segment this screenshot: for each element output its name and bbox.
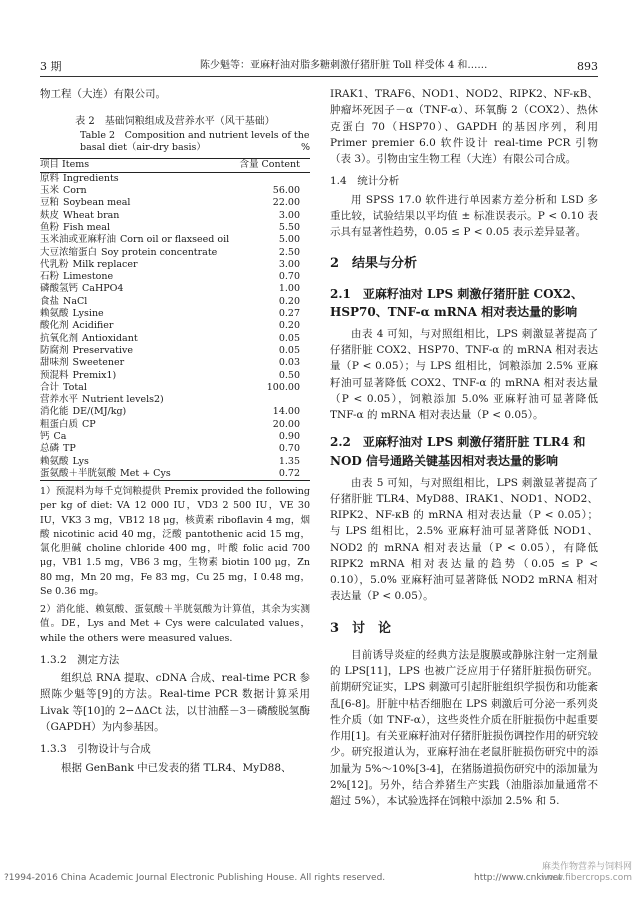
item-cn: 总磷 bbox=[40, 443, 60, 455]
table-cell-value: 0.50 bbox=[278, 369, 300, 381]
table-cell-item bbox=[40, 406, 230, 418]
table-cell-value: 0.70 bbox=[278, 271, 300, 283]
table-cell-value: 3.00 bbox=[278, 258, 300, 270]
table-cell-value: 0.20 bbox=[278, 295, 300, 307]
item-en: DE/(MJ/kg) bbox=[72, 406, 127, 418]
table-row bbox=[40, 320, 310, 332]
table-row bbox=[40, 247, 310, 259]
table-cell-item bbox=[40, 296, 230, 308]
table-row bbox=[40, 271, 310, 283]
item-en: Wheat bran bbox=[63, 209, 120, 221]
table-cell-item bbox=[40, 197, 230, 209]
table-row bbox=[40, 431, 310, 443]
right-column bbox=[330, 86, 598, 809]
item-en: NaCl bbox=[63, 295, 88, 307]
running-title: 陈少魁等：亚麻籽油对脂多糖刺激仔猪肝脏 Toll 样受体 4 和…… bbox=[200, 60, 488, 71]
item-cn: 鱼粉 bbox=[40, 221, 60, 233]
item-cn: 豆粕 bbox=[40, 197, 60, 209]
item-en: Fish meal bbox=[63, 221, 110, 233]
table-head-item: 项目 Items bbox=[40, 159, 90, 171]
item-cn: 赖氨酸 bbox=[40, 308, 69, 320]
table-caption-en-1: Table 2 Composition and nutrient levels of the bbox=[80, 129, 310, 141]
item-cn: 甜味剂 bbox=[40, 357, 69, 369]
table-cell-item bbox=[40, 357, 230, 369]
table-footnote-2: 2）消化能、赖氨酸、蛋氨酸＋半胱氨酸为计算值，其余为实测值。DE，Lys and Met + Cys were calculated values，while the others were measured values. bbox=[40, 604, 310, 644]
item-en: Soy protein concentrate bbox=[101, 246, 218, 258]
para-1-3-2: 组织总 RNA 提取、cDNA 合成、real-time PCR 参照陈少魁等[9]的方法。Real-time PCR 数据计算采用 Livak 等[10]的 2−ΔΔCt 法，以甘油醛－3－磷酸脱氢酶（GAPDH）为内参基因。 bbox=[40, 672, 310, 733]
table-head-content: 含量 Content bbox=[239, 159, 300, 171]
section-3-title: 3 讨 论 bbox=[330, 620, 392, 636]
table-cell-value: 22.00 bbox=[272, 197, 300, 209]
table-row bbox=[40, 357, 310, 369]
item-en: Total bbox=[63, 381, 87, 393]
table-row bbox=[40, 222, 310, 234]
item-en: Ca bbox=[53, 430, 67, 442]
item-cn: 营养水平 bbox=[40, 394, 79, 406]
item-cn: 合计 bbox=[40, 381, 60, 393]
table-row bbox=[40, 419, 310, 431]
table-header-row bbox=[40, 159, 310, 172]
watermark bbox=[541, 862, 632, 884]
table-cell-item bbox=[40, 468, 230, 481]
item-cn: 钙 bbox=[40, 430, 50, 442]
table-unit: % bbox=[300, 142, 310, 154]
table-row bbox=[40, 456, 310, 468]
table-cell-item bbox=[40, 370, 230, 382]
table-cell-item bbox=[40, 185, 230, 197]
item-en: Sweetener bbox=[72, 357, 125, 369]
table-cell-value: 0.05 bbox=[278, 332, 300, 344]
table-cell-value: 0.72 bbox=[278, 467, 300, 479]
table-cell-value: 3.00 bbox=[278, 209, 300, 221]
item-en: Met + Cys bbox=[120, 467, 171, 479]
page-footer bbox=[4, 862, 632, 888]
item-en: Antioxidant bbox=[82, 332, 138, 344]
item-cn: 磷酸氢钙 bbox=[40, 283, 79, 295]
table-cell-item bbox=[40, 382, 230, 394]
issue-number: 3 期 bbox=[40, 60, 62, 73]
table-caption: 表 2 基础饲粮组成及营养水平（风干基础） bbox=[75, 116, 275, 128]
table-cell-item bbox=[40, 259, 230, 271]
item-cn: 玉米油或亚麻籽油 bbox=[40, 234, 117, 246]
table-cell-item bbox=[40, 320, 230, 332]
table-cell-value: 0.03 bbox=[278, 357, 300, 369]
item-cn: 防腐剂 bbox=[40, 344, 69, 356]
table-cell-value: 0.20 bbox=[278, 320, 300, 332]
item-cn: 粗蛋白质 bbox=[40, 418, 79, 430]
copyright-text: ?1994-2016 China Academic Journal Electronic Publishing House. All rights reserved. bbox=[4, 873, 386, 883]
para-primer-cont: IRAK1、TRAF6、NOD1、NOD2、RIPK2、NF-κB、肿瘤坏死因子－α（TNF-α）、环氧酶 2（COX2）、热休克蛋白 70（HSP70）、GAPDH 的基因序列，利用 Primer premier 6.0 软件设计 real-time PCR 引物（表 3）。引物由宝生物工程（大连）有限公司合成。 bbox=[330, 88, 598, 166]
item-cn: 食盐 bbox=[40, 295, 60, 307]
item-en: Milk replacer bbox=[72, 258, 138, 270]
table-row bbox=[40, 172, 310, 185]
section-2-title: 2 结果与分析 bbox=[330, 256, 418, 272]
table-row bbox=[40, 394, 310, 406]
table-row bbox=[40, 234, 310, 246]
table-cell-value: 20.00 bbox=[272, 418, 300, 430]
item-cn: 代乳粉 bbox=[40, 258, 69, 270]
item-cn: 原料 bbox=[40, 172, 60, 184]
table-cell-item bbox=[40, 222, 230, 234]
table-cell-item bbox=[40, 308, 230, 320]
table-row bbox=[40, 210, 310, 222]
item-cn: 麸皮 bbox=[40, 209, 60, 221]
table-cell-item bbox=[40, 234, 230, 246]
table-row bbox=[40, 283, 310, 295]
table-cell-value: 1.35 bbox=[278, 455, 300, 467]
table-cell-value bbox=[230, 394, 310, 406]
table-cell-item bbox=[40, 172, 230, 185]
item-cn: 预混料 bbox=[40, 369, 69, 381]
table-row bbox=[40, 308, 310, 320]
table-row bbox=[40, 296, 310, 308]
table-cell-value: 1.00 bbox=[278, 283, 300, 295]
heading-1-3-3: 1.3.3 引物设计与合成 bbox=[40, 743, 151, 756]
table-row bbox=[40, 333, 310, 345]
item-en: Ingredients bbox=[63, 172, 119, 184]
table-cell-value: 5.50 bbox=[278, 221, 300, 233]
table-cell-value: 14.00 bbox=[272, 406, 300, 418]
item-cn: 石粉 bbox=[40, 271, 60, 283]
item-en: CaHPO4 bbox=[82, 283, 124, 295]
heading-2-2: 2.2 亚麻籽油对 LPS 刺激仔猪肝脏 TLR4 和 NOD 信号通路关键基因相对表达量的影响 bbox=[330, 435, 586, 468]
table-row bbox=[40, 370, 310, 382]
heading-1-3-2: 1.3.2 测定方法 bbox=[40, 653, 120, 666]
para-2-1: 由表 4 可知，与对照组相比，LPS 刺激显著提高了仔猪肝脏 COX2、HSP70、TNF-α 的 mRNA 相对表达量（P < 0.05）；与 LPS 组相比，饲粮添加 2.5% 亚麻籽油可显著降低 COX2、TNF-α 的 mRNA 相对表达量（P < 0.05），饲粮添加 5.0% 亚麻籽油可显著降低 TNF-α 的 mRNA 相对表达量（P < 0.05）。 bbox=[330, 327, 598, 422]
table-cell-value: 5.00 bbox=[278, 234, 300, 246]
table-cell-value: 0.70 bbox=[278, 443, 300, 455]
item-en: Corn oil or flaxseed oil bbox=[120, 234, 230, 246]
para-3: 目前诱导炎症的经典方法是腹膜或静脉注射一定剂量的 LPS[11]，LPS 也被广泛应用于仔猪肝脏损伤研究。前期研究证实，LPS 刺激可引起肝脏组织学损伤和功能紊乱[6-8]。肝脏中枯否细胞在 LPS 刺激后可分泌一系列炎性介质（如 TNF-α），这些炎性介质在肝脏损伤中起重要作用[1]。有关亚麻籽油对仔猪肝脏损伤调控作用的研究较少。研究报道认为，亚麻籽油在老鼠肝脏损伤研究中的添加量为 5%～10%[3-4]，在猪肠道损伤研究中的添加量为 2%[12]。另外，结合养猪生产实践（油脂添加量通常不超过 5%），本试验选择在饲粮中添加 2.5% 和 5. bbox=[330, 648, 598, 808]
item-en: Preservative bbox=[72, 344, 133, 356]
table-cell-item bbox=[40, 456, 230, 468]
item-cn: 玉米 bbox=[40, 185, 60, 197]
table-row bbox=[40, 345, 310, 357]
table-cell-value: 0.05 bbox=[278, 344, 300, 356]
table-row bbox=[40, 197, 310, 209]
table-row bbox=[40, 443, 310, 455]
table-row bbox=[40, 185, 310, 197]
item-en: CP bbox=[82, 418, 96, 430]
watermark-line-1: 麻类作物营养与饲料网 bbox=[541, 862, 632, 872]
table-row bbox=[40, 259, 310, 271]
item-cn: 抗氧化剂 bbox=[40, 332, 79, 344]
item-en: Lysine bbox=[72, 308, 104, 320]
table-row bbox=[40, 382, 310, 394]
heading-1-4: 1.4 统计分析 bbox=[330, 175, 400, 188]
item-cn: 蛋氨酸＋半胱氨酸 bbox=[40, 467, 117, 479]
page-number: 893 bbox=[577, 60, 598, 73]
table-cell-value: 0.90 bbox=[278, 430, 300, 442]
table-cell-item bbox=[40, 419, 230, 431]
item-en: Premix1) bbox=[72, 369, 117, 381]
heading-2-1: 2.1 亚麻籽油对 LPS 刺激仔猪肝脏 COX2、HSP70、TNF-α mRNA 相对表达量的影响 bbox=[330, 286, 583, 320]
item-en: Limestone bbox=[63, 271, 114, 283]
table-cell-item bbox=[40, 345, 230, 357]
table-caption-en-2-text: basal diet（air-dry basis） bbox=[80, 142, 206, 154]
item-cn: 酸化剂 bbox=[40, 320, 69, 332]
table-cell-item bbox=[40, 394, 230, 406]
item-cn: 赖氨酸 bbox=[40, 455, 69, 467]
item-en: Acidifier bbox=[72, 320, 114, 332]
table-cell-value: 0.27 bbox=[278, 308, 300, 320]
table-cell-item bbox=[40, 247, 230, 259]
table-footnote-1: 1）预混料为每千克饲粮提供 Premix provided the following per kg of diet: VA 12 000 IU，VD3 2 500 IU，VE 30 IU，VK3 3 mg，VB12 18 μg，核黄素 riboflavin 4 mg，烟酸 nicotinic acid 40 mg，泛酸 pantothenic acid 15 mg，氯化胆碱 choline chloride 400 mg，叶酸 folic acid 700 μg，VB1 1.5 mg，VB6 3 mg，生物素 biotin 100 μg，Zn 80 mg，Mn 20 mg，Fe 83 mg，Cu 25 mg，I 0.48 mg，Se 0.36 mg。 bbox=[40, 486, 310, 597]
table-cell-item bbox=[40, 443, 230, 455]
item-en: Corn bbox=[63, 185, 87, 197]
table-cell-value: 2.50 bbox=[278, 246, 300, 258]
website-link[interactable]: http://www.cnki.net bbox=[474, 873, 562, 883]
table-row bbox=[40, 406, 310, 418]
table-cell-value: 56.00 bbox=[272, 185, 300, 197]
table-cell-item bbox=[40, 283, 230, 295]
para-1-3-3: 根据 GenBank 中已发表的猪 TLR4、MyD88、 bbox=[61, 761, 292, 774]
item-en: TP bbox=[63, 443, 76, 455]
table-cell-item bbox=[40, 210, 230, 222]
table-cell-item bbox=[40, 271, 230, 283]
watermark-line-2: www.fibercrops.com bbox=[541, 872, 632, 883]
item-cn: 消化能 bbox=[40, 406, 69, 418]
composition-table bbox=[40, 158, 310, 481]
intro-line: 物工程（大连）有限公司。 bbox=[40, 88, 166, 100]
table-row bbox=[40, 468, 310, 481]
item-en: Soybean meal bbox=[63, 197, 131, 209]
item-en: Nutrient levels2) bbox=[82, 394, 164, 406]
running-header bbox=[40, 58, 598, 77]
left-column bbox=[40, 86, 310, 776]
table-cell-item bbox=[40, 333, 230, 345]
para-2-2: 由表 5 可知，与对照组相比，LPS 刺激显著提高了仔猪肝脏 TLR4、MyD88、IRAK1、NOD1、NOD2、RIPK2、NF-κB 的 mRNA 相对表达量（P < 0.05）；与 LPS 组相比，2.5% 亚麻籽油可显著降低 NOD1、NOD2 的 mRNA 相对表达量（P < 0.05），有降低 RIPK2 mRNA 相对表达量的趋势（0.05 ≤ P < 0.10），5.0% 亚麻籽油可显著降低 NOD2 mRNA 相对表达量（P < 0.05）。 bbox=[330, 476, 598, 603]
table-cell-value bbox=[230, 172, 310, 185]
table-cell-value: 100.00 bbox=[266, 381, 300, 393]
para-1-4: 用 SPSS 17.0 软件进行单因素方差分析和 LSD 多重比较，试验结果以平均值 ± 标准误表示。P < 0.10 表示具有显著性趋势，0.05 ≤ P < 0.05 表示差异显著。 bbox=[330, 193, 598, 239]
table-cell-item bbox=[40, 431, 230, 443]
item-en: Lys bbox=[72, 455, 89, 467]
item-cn: 大豆浓缩蛋白 bbox=[40, 246, 98, 258]
table-caption-en-2 bbox=[80, 142, 310, 154]
